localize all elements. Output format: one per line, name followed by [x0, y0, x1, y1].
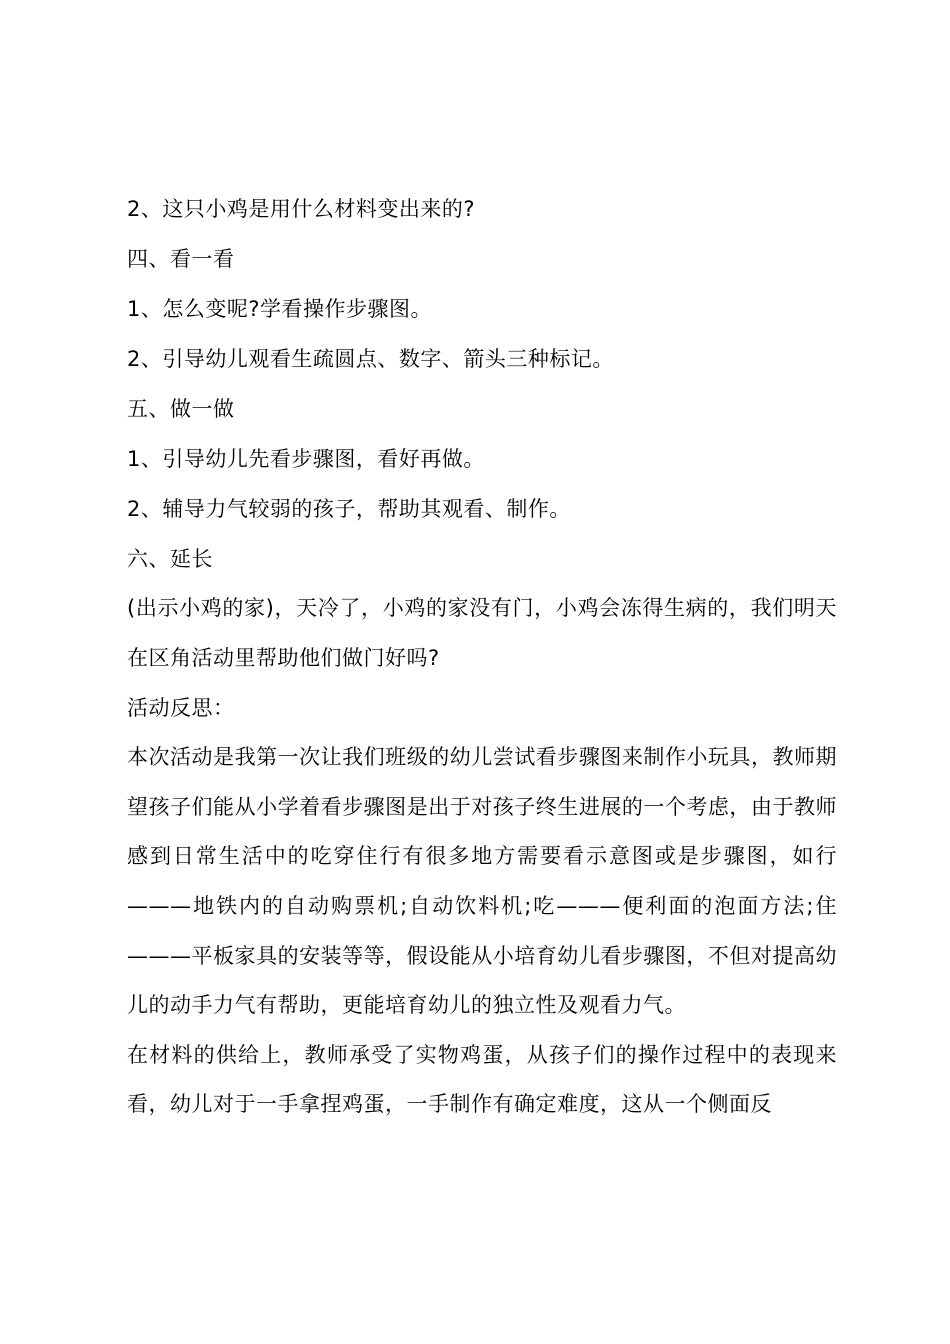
question-line: 2、这只小鸡是用什么材料变出来的? [127, 197, 476, 221]
document-body [127, 184, 837, 1130]
section-heading-look: 四、看一看 [127, 247, 235, 271]
reflection-paragraph: 在材料的供给上，教师承受了实物鸡蛋，从孩子们的操作过程中的表现来看，幼儿对于一手拿捏鸡蛋，一手制作有确定难度，这从一个侧面反 [127, 1042, 837, 1117]
reflection-heading: 活动反思： [127, 696, 235, 721]
step-line: 1、引导幼儿先看步骤图，看好再做。 [127, 447, 485, 471]
section-heading-do: 五、做一做 [127, 397, 235, 421]
step-line: 1、怎么变呢?学看操作步骤图。 [127, 297, 433, 321]
step-line: 2、引导幼儿观看生疏圆点、数字、箭头三种标记。 [127, 347, 614, 371]
section-heading-extend: 六、延长 [127, 547, 213, 571]
step-line: 2、辅导力气较弱的孩子，帮助其观看、制作。 [127, 497, 571, 521]
extension-paragraph: (出示小鸡的家)，天冷了，小鸡的家没有门，小鸡会冻得生病的，我们明天在区角活动里帮助他们做门好吗? [127, 596, 837, 670]
reflection-paragraph: 本次活动是我第一次让我们班级的幼儿尝试看步骤图来制作小玩具，教师期望孩子们能从小学着看步骤图是出于对孩子终生进展的一个考虑，由于教师感到日常生活中的吃穿住行有很多地方需要看示意图或是步骤图，如行———地铁内的自动购票机;自动饮料机;吃———便利面的泡面方法;住———平板家具的安装等等，假设能从小培育幼儿看步骤图，不但对提高幼儿的动手力气有帮助，更能培育幼儿的独立性及观看力气。 [127, 745, 837, 1018]
